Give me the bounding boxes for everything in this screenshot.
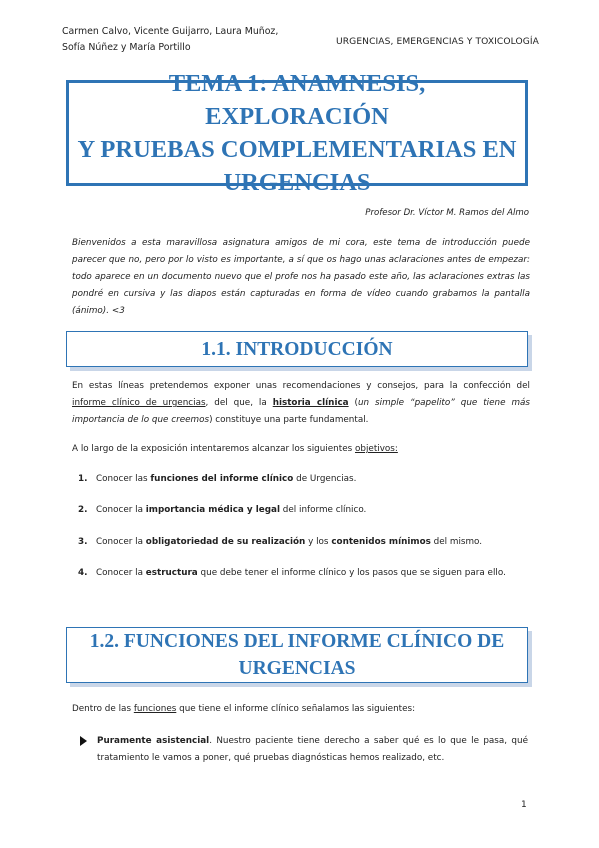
page-number: 1 <box>521 800 527 810</box>
arrow-bullet-icon <box>80 736 87 746</box>
list-number: 3. <box>78 537 88 547</box>
bold-term: Puramente asistencial <box>97 736 210 746</box>
title-line-3: URGENCIAS <box>223 169 371 196</box>
bullet-text <box>97 733 528 767</box>
text-run: del informe clínico. <box>279 505 367 515</box>
text-run: En estas líneas pretendemos exponer unas recomendaciones y consejos, para la confección del <box>72 381 530 391</box>
list-number: 2. <box>78 505 88 515</box>
text-run: , del que, la <box>205 398 273 408</box>
authors-line-1: Carmen Calvo, Vicente Guijarro, Laura Muñoz, <box>62 26 279 37</box>
document-title-box <box>66 70 528 196</box>
text-run: A lo largo de la exposición intentaremos alcanzar los siguientes <box>72 444 355 454</box>
italic-aside: un simple “papelito” que tiene más importancia de lo que creemos <box>72 398 530 425</box>
title-line-1: TEMA 1: ANAMNESIS, EXPLORACIÓN <box>168 70 426 130</box>
bold-term: estructura <box>145 568 198 578</box>
list-number: 4. <box>78 568 88 578</box>
text-run: Dentro de las <box>72 704 134 714</box>
funciones-paragraph-1 <box>72 701 530 718</box>
section-heading-box-funciones <box>66 627 528 683</box>
objective-item-2 <box>78 505 366 515</box>
bold-term: importancia médica y legal <box>145 505 280 515</box>
text-run: Conocer las <box>96 474 151 484</box>
header-authors <box>62 24 292 56</box>
bold-term: funciones del informe clínico <box>150 474 294 484</box>
text-run: de Urgencias. <box>293 474 357 484</box>
objective-item-3 <box>78 537 482 547</box>
intro-paragraph: Bienvenidos a esta maravillosa asignatura amigos de mi cora, este tema de introducción puede parecer que no, pero por lo visto es importante, a sí que os hago unas aclaraciones antes de empezar: todo aparece en un documento nuevo que el profe nos ha pasado este año, las aclaraciones extras las pondré en cursiva y las diapos están capturadas en forma de vídeo cuando grabamos la pantalla (ánimo). <3 <box>72 238 530 316</box>
section-heading-box-introduccion <box>66 331 528 367</box>
intro-section-paragraph-2 <box>72 441 530 458</box>
authors-line-2: Sofía Núñez y María Portillo <box>62 42 191 53</box>
bullet-item-asistencial <box>80 733 528 767</box>
underlined-term-historia-clinica: historia clínica <box>272 398 349 408</box>
objective-item-1 <box>78 474 356 484</box>
text-run: . Nuestro paciente tiene derecho a saber qué es lo que le pasa, qué tratamiento le vamos a poner, qué pruebas diagnósticas hemos realizado, etc. <box>97 736 528 763</box>
document-title <box>69 67 525 199</box>
text-run: Conocer la <box>96 568 146 578</box>
text-run: ) constituye una parte fundamental. <box>209 415 369 425</box>
bold-term: contenidos mínimos <box>331 537 431 547</box>
underlined-term-objetivos: objetivos: <box>355 444 398 454</box>
list-number: 1. <box>78 474 88 484</box>
title-line-2: Y PRUEBAS COMPLEMENTARIAS EN <box>77 136 517 163</box>
heading-line-1: 1.2. FUNCIONES DEL INFORME CLÍNICO DE <box>89 631 505 652</box>
underlined-term-funciones: funciones <box>133 704 177 714</box>
section-heading-funciones <box>90 628 504 682</box>
bold-term: obligatoriedad de su realización <box>145 537 306 547</box>
professor-name: Profesor Dr. Víctor M. Ramos del Almo <box>365 208 529 218</box>
heading-line-2: URGENCIAS <box>238 658 356 679</box>
section-heading-introduccion: 1.1. INTRODUCCIÓN <box>201 338 393 360</box>
text-run: Conocer la <box>96 537 146 547</box>
text-run: y los <box>305 537 332 547</box>
text-run: que tiene el informe clínico señalamos las siguientes: <box>176 704 416 714</box>
objective-item-4 <box>78 568 506 578</box>
underlined-term-informe-clinico: informe clínico de urgencias <box>72 398 206 408</box>
text-run: Conocer la <box>96 505 146 515</box>
text-run: del mismo. <box>430 537 483 547</box>
text-run: que debe tener el informe clínico y los pasos que se siguen para ello. <box>197 568 506 578</box>
header-subject: URGENCIAS, EMERGENCIAS Y TOXICOLOGÍA <box>336 37 539 47</box>
intro-section-paragraph-1 <box>72 378 530 429</box>
text-run: ( <box>348 398 358 408</box>
